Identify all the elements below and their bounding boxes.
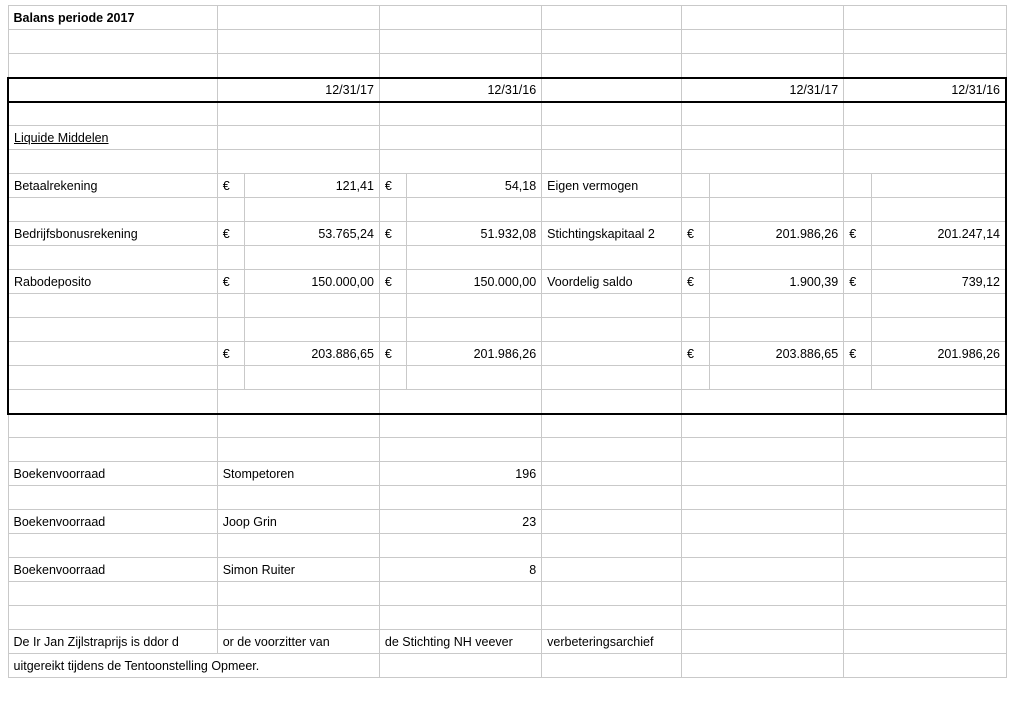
empty-cell xyxy=(8,54,217,78)
liability-value-2017-2: 1.900,39 xyxy=(709,270,844,294)
date-header-left-1: 12/31/17 xyxy=(217,78,379,102)
empty-cell xyxy=(245,198,380,222)
empty-cell xyxy=(407,294,542,318)
empty-cell xyxy=(871,294,1006,318)
empty-cell xyxy=(844,54,1006,78)
empty-cell xyxy=(681,558,843,582)
date-header-left-2: 12/31/16 xyxy=(379,78,541,102)
empty-cell xyxy=(542,78,682,102)
empty-cell xyxy=(542,366,682,390)
empty-cell xyxy=(844,294,872,318)
empty-cell xyxy=(407,318,542,342)
empty-cell xyxy=(379,534,541,558)
currency-symbol: € xyxy=(217,174,245,198)
empty-cell xyxy=(844,582,1006,606)
empty-cell xyxy=(681,486,843,510)
empty-cell xyxy=(217,30,379,54)
asset-value-2017-0: 121,41 xyxy=(245,174,380,198)
note-line1-part-a: De Ir Jan Zijlstraprijs is ddor d xyxy=(8,630,217,654)
empty-cell xyxy=(217,438,379,462)
empty-cell xyxy=(8,534,217,558)
empty-cell xyxy=(379,606,541,630)
empty-cell xyxy=(379,102,541,126)
stock-row xyxy=(8,558,1006,582)
empty-cell xyxy=(8,246,217,270)
currency-symbol: € xyxy=(844,270,872,294)
empty-cell xyxy=(217,246,245,270)
empty-cell xyxy=(542,534,682,558)
empty-cell xyxy=(844,6,1006,30)
blank-row xyxy=(8,366,1006,390)
empty-cell xyxy=(542,606,682,630)
empty-cell xyxy=(542,318,682,342)
empty-cell xyxy=(379,582,541,606)
currency-symbol: € xyxy=(844,222,872,246)
empty-cell xyxy=(681,414,843,438)
empty-cell xyxy=(542,30,682,54)
empty-cell xyxy=(379,30,541,54)
empty-cell xyxy=(681,630,843,654)
stock-name-0: Stompetoren xyxy=(217,462,379,486)
currency-symbol: € xyxy=(844,342,872,366)
empty-cell xyxy=(379,294,407,318)
empty-cell xyxy=(8,606,217,630)
empty-cell xyxy=(681,246,709,270)
empty-cell xyxy=(542,582,682,606)
empty-cell xyxy=(709,198,844,222)
empty-cell xyxy=(217,198,245,222)
empty-cell xyxy=(844,126,1006,150)
empty-cell xyxy=(681,534,843,558)
empty-cell xyxy=(379,6,541,30)
empty-cell xyxy=(844,198,872,222)
currency-symbol: € xyxy=(217,270,245,294)
balance-row xyxy=(8,270,1006,294)
currency-symbol: € xyxy=(681,222,709,246)
empty-cell xyxy=(709,366,844,390)
liability-value-2017-1: 201.986,26 xyxy=(709,222,844,246)
empty-cell xyxy=(681,174,709,198)
asset-label-0: Betaalrekening xyxy=(8,174,217,198)
empty-cell xyxy=(542,246,682,270)
liability-value-2017-0 xyxy=(709,174,844,198)
empty-cell xyxy=(217,294,245,318)
empty-cell xyxy=(681,102,843,126)
spreadsheet-sheet xyxy=(0,5,1013,707)
empty-cell xyxy=(217,102,379,126)
empty-cell xyxy=(217,318,245,342)
date-header-row xyxy=(8,78,1006,102)
title-row xyxy=(8,6,1006,30)
empty-cell xyxy=(844,438,1006,462)
empty-cell xyxy=(844,654,1006,678)
empty-cell xyxy=(681,654,843,678)
assets-total-2017: 203.886,65 xyxy=(245,342,380,366)
blank-row xyxy=(8,534,1006,558)
empty-cell xyxy=(681,462,843,486)
empty-cell xyxy=(217,534,379,558)
blank-row xyxy=(8,150,1006,174)
blank-row xyxy=(8,54,1006,78)
liabilities-total-2017: 203.886,65 xyxy=(709,342,844,366)
empty-cell xyxy=(8,78,217,102)
empty-cell xyxy=(681,582,843,606)
empty-cell xyxy=(844,510,1006,534)
blank-row xyxy=(8,102,1006,126)
empty-cell xyxy=(844,174,872,198)
asset-value-2017-2: 150.000,00 xyxy=(245,270,380,294)
stock-label-0: Boekenvoorraad xyxy=(8,462,217,486)
liability-label-1: Stichtingskapitaal 2 xyxy=(542,222,682,246)
asset-label-2: Rabodeposito xyxy=(8,270,217,294)
empty-cell xyxy=(681,510,843,534)
empty-cell xyxy=(379,150,541,174)
blank-row xyxy=(8,318,1006,342)
stock-label-2: Boekenvoorraad xyxy=(8,558,217,582)
asset-value-2016-2: 150.000,00 xyxy=(407,270,542,294)
empty-cell xyxy=(844,462,1006,486)
empty-cell xyxy=(8,582,217,606)
empty-cell xyxy=(871,198,1006,222)
liability-value-2016-1: 201.247,14 xyxy=(871,222,1006,246)
stock-count-1: 23 xyxy=(379,510,541,534)
asset-value-2017-1: 53.765,24 xyxy=(245,222,380,246)
liabilities-total-2016: 201.986,26 xyxy=(871,342,1006,366)
empty-cell xyxy=(844,606,1006,630)
empty-cell xyxy=(217,390,379,414)
empty-cell xyxy=(844,534,1006,558)
empty-cell xyxy=(681,198,709,222)
blank-row xyxy=(8,198,1006,222)
stock-name-2: Simon Ruiter xyxy=(217,558,379,582)
empty-cell xyxy=(871,246,1006,270)
empty-cell xyxy=(542,342,682,366)
asset-value-2016-0: 54,18 xyxy=(407,174,542,198)
empty-cell xyxy=(844,414,1006,438)
empty-cell xyxy=(8,102,217,126)
note-row-1 xyxy=(8,630,1006,654)
blank-row xyxy=(8,30,1006,54)
empty-cell xyxy=(217,126,379,150)
note-line1-part-c: de Stichting NH veever xyxy=(379,630,541,654)
empty-cell xyxy=(709,318,844,342)
assets-section-row xyxy=(8,126,1006,150)
empty-cell xyxy=(379,318,407,342)
empty-cell xyxy=(871,318,1006,342)
empty-cell xyxy=(245,294,380,318)
currency-symbol: € xyxy=(681,270,709,294)
assets-total-2016: 201.986,26 xyxy=(407,342,542,366)
stock-row xyxy=(8,462,1006,486)
empty-cell xyxy=(709,294,844,318)
assets-section-label: Liquide Middelen xyxy=(8,126,217,150)
blank-row xyxy=(8,582,1006,606)
blank-row xyxy=(8,486,1006,510)
empty-cell xyxy=(844,318,872,342)
empty-cell xyxy=(681,390,843,414)
asset-value-2016-1: 51.932,08 xyxy=(407,222,542,246)
empty-cell xyxy=(844,150,1006,174)
empty-cell xyxy=(8,414,217,438)
empty-cell xyxy=(542,294,682,318)
empty-cell xyxy=(844,390,1006,414)
stock-name-1: Joop Grin xyxy=(217,510,379,534)
empty-cell xyxy=(871,366,1006,390)
liability-value-2016-2: 739,12 xyxy=(871,270,1006,294)
asset-label-1: Bedrijfsbonusrekening xyxy=(8,222,217,246)
empty-cell xyxy=(681,150,843,174)
empty-cell xyxy=(379,54,541,78)
empty-cell xyxy=(844,246,872,270)
empty-cell xyxy=(542,102,682,126)
currency-symbol: € xyxy=(217,342,245,366)
empty-cell xyxy=(542,558,682,582)
empty-cell xyxy=(379,390,541,414)
balance-row xyxy=(8,222,1006,246)
currency-symbol: € xyxy=(379,342,407,366)
blank-row xyxy=(8,414,1006,438)
empty-cell xyxy=(681,294,709,318)
empty-cell xyxy=(681,366,709,390)
note-line1-part-b: or de voorzitter van xyxy=(217,630,379,654)
empty-cell xyxy=(379,486,541,510)
empty-cell xyxy=(245,318,380,342)
note-line1-part-d: verbeteringsarchief xyxy=(542,630,682,654)
note-line2: uitgereikt tijdens de Tentoonstelling Opmeer. xyxy=(8,654,379,678)
blank-row xyxy=(8,390,1006,414)
empty-cell xyxy=(542,150,682,174)
page-title: Balans periode 2017 xyxy=(8,6,217,30)
empty-cell xyxy=(681,318,709,342)
empty-cell xyxy=(8,150,217,174)
empty-cell xyxy=(8,366,217,390)
empty-cell xyxy=(217,414,379,438)
empty-cell xyxy=(245,246,380,270)
empty-cell xyxy=(542,462,682,486)
currency-symbol: € xyxy=(379,222,407,246)
empty-cell xyxy=(542,198,682,222)
empty-cell xyxy=(542,654,682,678)
empty-cell xyxy=(217,54,379,78)
empty-cell xyxy=(8,198,217,222)
empty-cell xyxy=(217,6,379,30)
liability-label-2: Voordelig saldo xyxy=(542,270,682,294)
currency-symbol: € xyxy=(379,174,407,198)
empty-cell xyxy=(379,198,407,222)
currency-symbol: € xyxy=(217,222,245,246)
empty-cell xyxy=(8,438,217,462)
empty-cell xyxy=(681,606,843,630)
empty-cell xyxy=(542,510,682,534)
empty-cell xyxy=(709,246,844,270)
stock-row xyxy=(8,510,1006,534)
empty-cell xyxy=(407,198,542,222)
empty-cell xyxy=(379,438,541,462)
empty-cell xyxy=(379,654,541,678)
empty-cell xyxy=(681,126,843,150)
empty-cell xyxy=(681,54,843,78)
empty-cell xyxy=(217,606,379,630)
note-row-2 xyxy=(8,654,1006,678)
blank-row xyxy=(8,246,1006,270)
blank-row xyxy=(8,294,1006,318)
empty-cell xyxy=(8,390,217,414)
empty-cell xyxy=(217,366,245,390)
empty-cell xyxy=(542,414,682,438)
empty-cell xyxy=(407,366,542,390)
date-header-right-1: 12/31/17 xyxy=(681,78,843,102)
stock-label-1: Boekenvoorraad xyxy=(8,510,217,534)
empty-cell xyxy=(8,486,217,510)
empty-cell xyxy=(542,390,682,414)
empty-cell xyxy=(379,126,541,150)
currency-symbol: € xyxy=(681,342,709,366)
empty-cell xyxy=(542,6,682,30)
totals-row xyxy=(8,342,1006,366)
empty-cell xyxy=(217,582,379,606)
empty-cell xyxy=(542,126,682,150)
balance-sheet-table xyxy=(7,5,1007,678)
liability-label-0: Eigen vermogen xyxy=(542,174,682,198)
empty-cell xyxy=(379,246,407,270)
empty-cell xyxy=(844,30,1006,54)
empty-cell xyxy=(245,366,380,390)
empty-cell xyxy=(844,630,1006,654)
blank-row xyxy=(8,438,1006,462)
empty-cell xyxy=(217,486,379,510)
empty-cell xyxy=(844,366,872,390)
empty-cell xyxy=(542,438,682,462)
empty-cell xyxy=(8,294,217,318)
empty-cell xyxy=(681,438,843,462)
blank-row xyxy=(8,606,1006,630)
stock-count-2: 8 xyxy=(379,558,541,582)
balance-row xyxy=(8,174,1006,198)
liability-value-2016-0 xyxy=(871,174,1006,198)
stock-count-0: 196 xyxy=(379,462,541,486)
empty-cell xyxy=(379,414,541,438)
empty-cell xyxy=(217,150,379,174)
empty-cell xyxy=(8,318,217,342)
empty-cell xyxy=(681,30,843,54)
empty-cell xyxy=(844,486,1006,510)
date-header-right-2: 12/31/16 xyxy=(844,78,1006,102)
empty-cell xyxy=(844,102,1006,126)
empty-cell xyxy=(379,366,407,390)
empty-cell xyxy=(542,54,682,78)
empty-cell xyxy=(681,6,843,30)
empty-cell xyxy=(407,246,542,270)
empty-cell xyxy=(8,30,217,54)
empty-cell xyxy=(542,486,682,510)
empty-cell xyxy=(8,342,217,366)
empty-cell xyxy=(844,558,1006,582)
currency-symbol: € xyxy=(379,270,407,294)
